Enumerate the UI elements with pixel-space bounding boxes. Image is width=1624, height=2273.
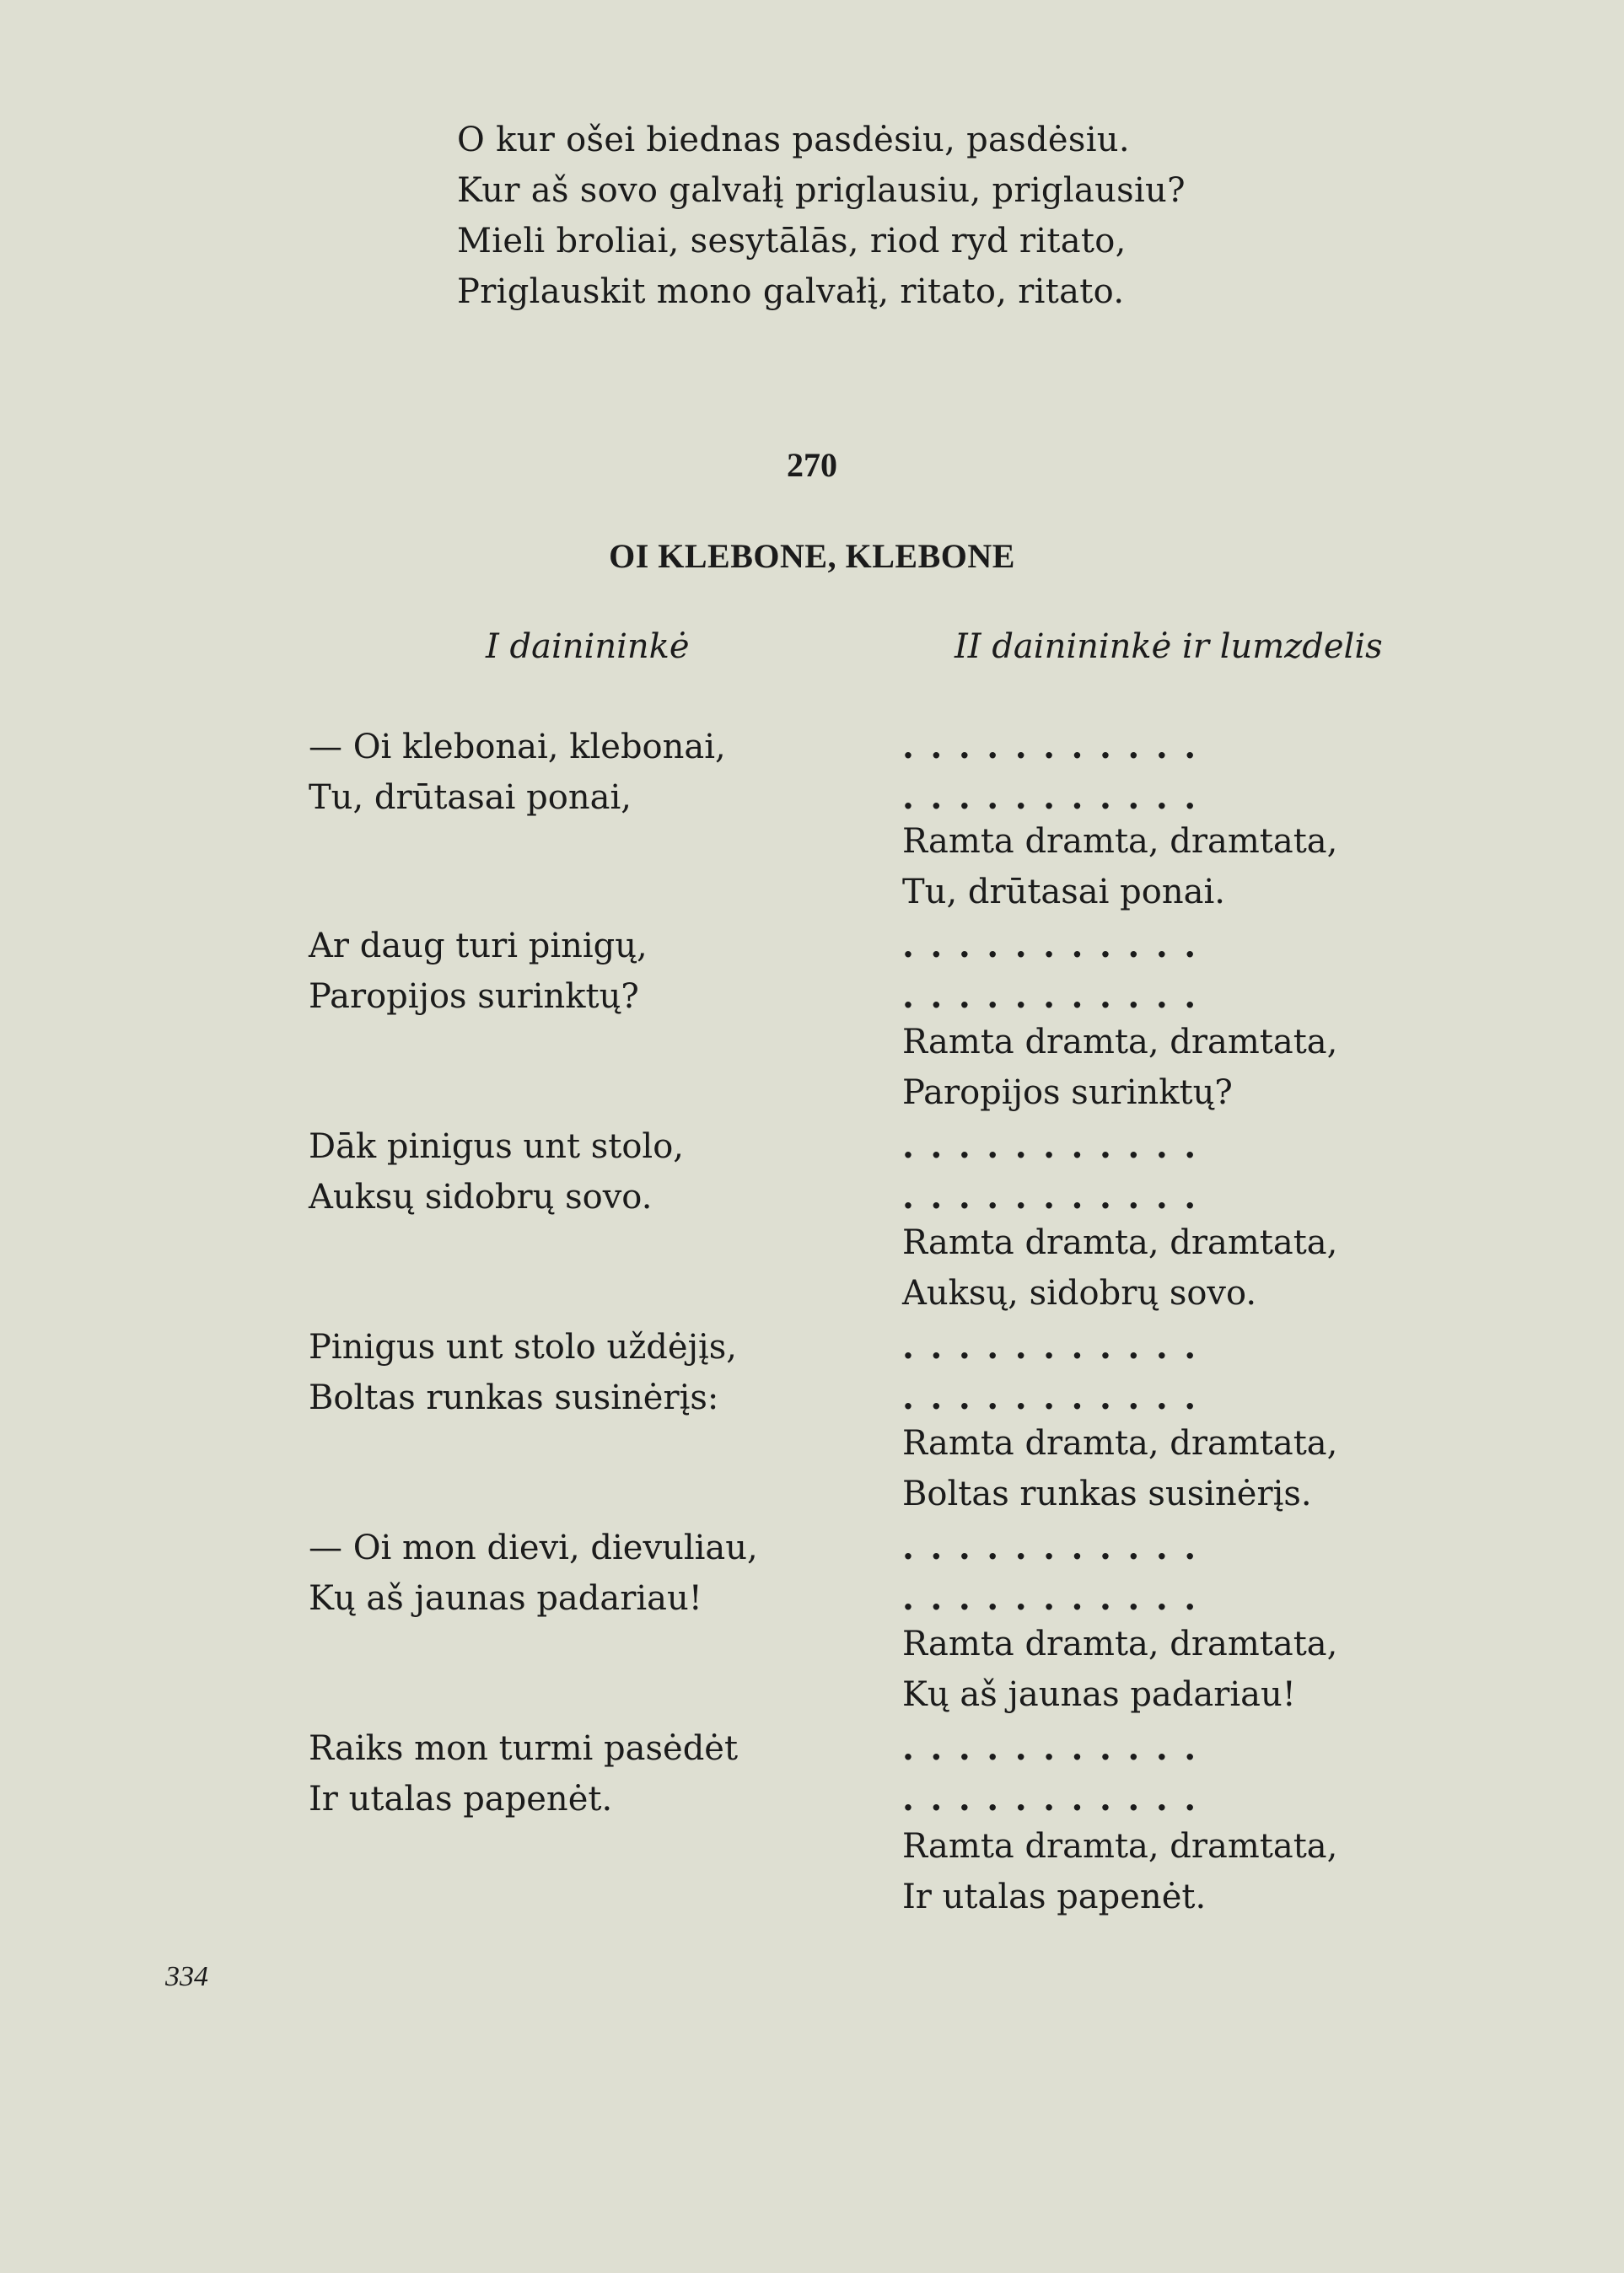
left-column-header: I dainininkė	[486, 627, 690, 666]
second-singer-line: Kų aš jaunas padariau!	[902, 1675, 1296, 1714]
first-singer-line: — Oi mon dievi, dievuliau,	[309, 1529, 758, 1567]
first-singer-line: Boltas runkas susinėrįs:	[309, 1378, 719, 1417]
song-title: OI KLEBONE, KLEBONE	[609, 537, 1015, 575]
verse-row	[0, 1121, 1624, 1172]
dotted-placeholder: ...........	[902, 1578, 1213, 1618]
second-singer-line: Ramta dramta, dramtata,	[902, 1023, 1338, 1061]
song-number: 270	[787, 446, 837, 484]
dotted-placeholder: ...........	[902, 1378, 1213, 1417]
first-singer-line: Ir utalas papenėt.	[309, 1780, 613, 1819]
first-singer-line: Raiks mon turmi pasėdėt	[309, 1729, 739, 1768]
verse-row	[0, 772, 1624, 823]
verse-row	[0, 722, 1624, 772]
second-singer-line: Auksų, sidobrų sovo.	[902, 1274, 1257, 1313]
verse-row	[0, 1723, 1624, 1774]
verse-row	[0, 1821, 1624, 1872]
stanza-line: Priglauskit mono galvałį, ritato, ritato.	[457, 272, 1125, 311]
page-number: 334	[165, 1961, 208, 1992]
verse-row	[0, 1418, 1624, 1469]
verse-row	[0, 921, 1624, 971]
previous-song-stanza	[457, 115, 1300, 317]
first-singer-line: Pinigus unt stolo uždėjįs,	[309, 1328, 738, 1367]
verse-row	[0, 1619, 1624, 1669]
first-singer-line: Paropijos surinktų?	[309, 977, 639, 1016]
verse-row	[0, 1872, 1624, 1922]
first-singer-line: Tu, drūtasai ponai,	[309, 778, 632, 817]
verse-row	[0, 1067, 1624, 1118]
verse-row	[0, 1322, 1624, 1373]
first-singer-line: Kų aš jaunas padariau!	[309, 1579, 702, 1618]
right-column-header: II dainininkė ir lumzdelis	[955, 627, 1383, 666]
dotted-placeholder: ...........	[902, 1528, 1213, 1567]
second-singer-line: Ramta dramta, dramtata,	[902, 1424, 1338, 1463]
second-singer-line: Ramta dramta, dramtata,	[902, 1223, 1338, 1262]
verse-row	[0, 867, 1624, 917]
dotted-placeholder: ...........	[902, 926, 1213, 965]
first-singer-line: Auksų sidobrų sovo.	[309, 1178, 653, 1217]
dotted-placeholder: ...........	[902, 1126, 1213, 1166]
verse-row	[0, 1669, 1624, 1720]
second-singer-line: Ir utalas papenėt.	[902, 1878, 1207, 1916]
second-singer-line: Ramta dramta, dramtata,	[902, 1827, 1338, 1866]
dotted-placeholder: ...........	[902, 1728, 1213, 1768]
verse-row	[0, 1017, 1624, 1067]
second-singer-line: Ramta dramta, dramtata,	[902, 1625, 1338, 1663]
stanza-line: O kur ošei biednas pasdėsiu, pasdėsiu.	[457, 121, 1130, 159]
first-singer-line: Dāk pinigus unt stolo,	[309, 1127, 685, 1166]
dotted-placeholder: ...........	[902, 727, 1213, 766]
first-singer-line: — Oi klebonai, klebonai,	[309, 728, 726, 766]
verse-row	[0, 1217, 1624, 1268]
dotted-placeholder: ...........	[902, 1177, 1213, 1217]
verse-row	[0, 1373, 1624, 1423]
dotted-placeholder: ...........	[902, 777, 1213, 817]
second-singer-line: Boltas runkas susinėrįs.	[902, 1475, 1312, 1513]
verse-row	[0, 1268, 1624, 1319]
dotted-placeholder: ...........	[902, 1327, 1213, 1367]
verse-row	[0, 1774, 1624, 1824]
stanza-line: Mieli broliai, sesytālās, riod ryd ritato,	[457, 222, 1127, 261]
verse-row	[0, 1523, 1624, 1573]
stanza-line: Kur aš sovo galvałį priglausiu, priglausiu?	[457, 171, 1186, 210]
verse-row	[0, 1172, 1624, 1222]
verse-row	[0, 1469, 1624, 1519]
verse-row	[0, 971, 1624, 1022]
verse-row	[0, 816, 1624, 867]
second-singer-line: Ramta dramta, dramtata,	[902, 822, 1338, 861]
second-singer-line: Paropijos surinktų?	[902, 1073, 1233, 1112]
verse-row	[0, 1573, 1624, 1624]
dotted-placeholder: ...........	[902, 1779, 1213, 1819]
second-singer-line: Tu, drūtasai ponai.	[902, 873, 1225, 911]
dotted-placeholder: ...........	[902, 976, 1213, 1016]
first-singer-line: Ar daug turi pinigų,	[309, 927, 648, 965]
